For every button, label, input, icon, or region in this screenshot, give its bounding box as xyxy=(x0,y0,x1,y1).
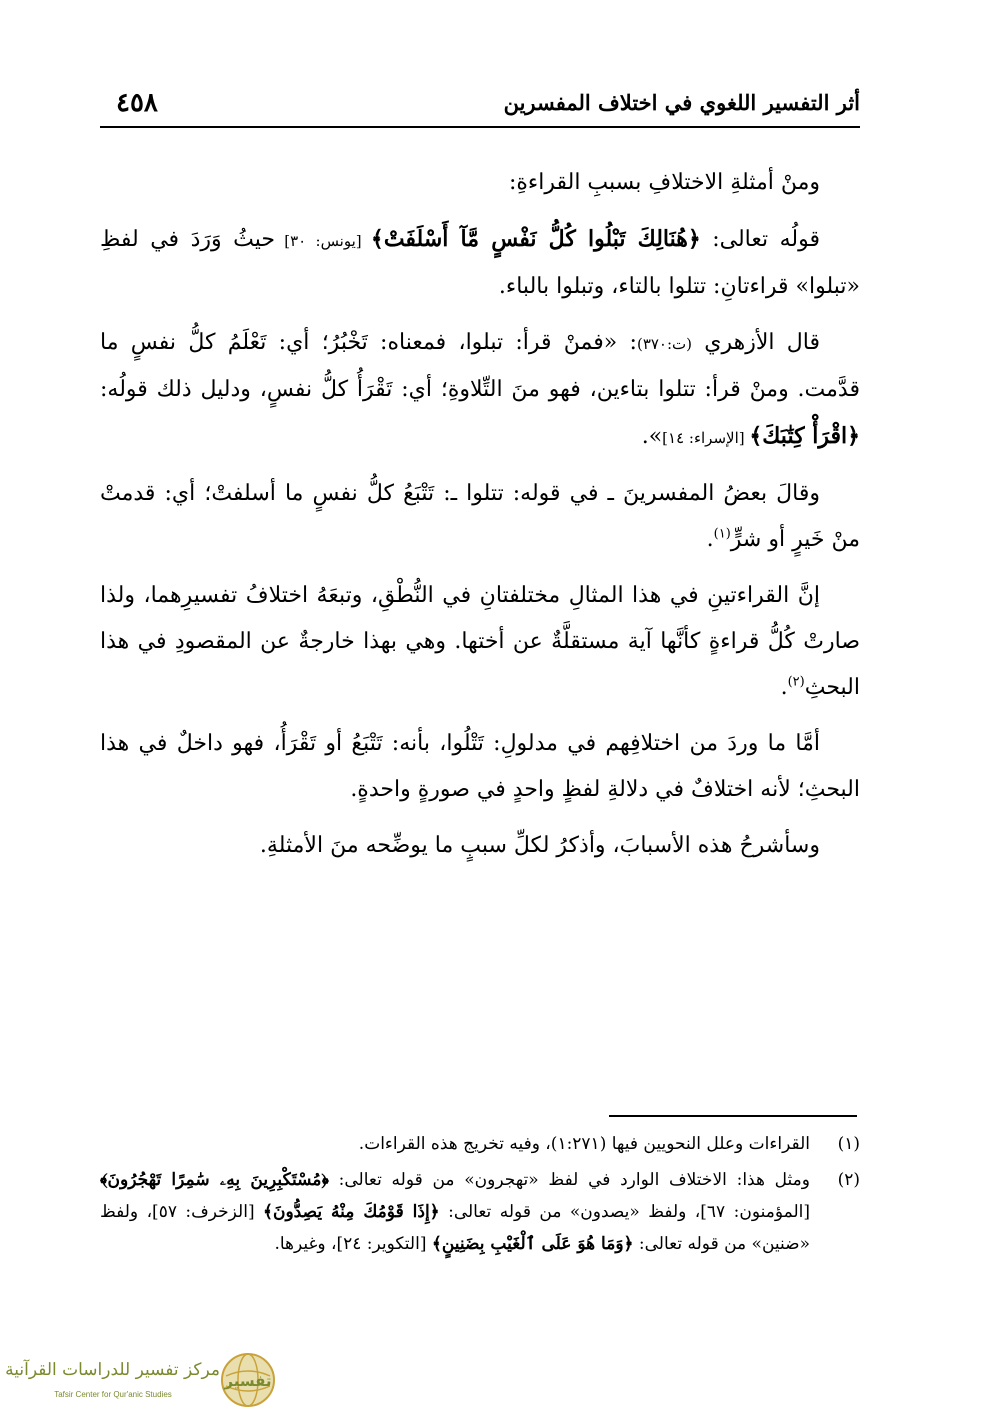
paragraph-5-text: إنَّ القراءتينِ في هذا المثالِ مختلفتانِ في النُّطْقِ، وتبعَهُ اختلافُ تفسيرِهما، ولذا صارتْ كُلُّ قراءةٍ كأنَّها آية مستقلَّةٌ عن أختها. وهي بهذا خارجةٌ عن المقصودِ في هذا البحثِ xyxy=(100,583,860,700)
quran-verse: ﴿إِذَا قَوْمُكَ مِنْهُ يَصِدُّونَ﴾ xyxy=(263,1202,440,1222)
footnote-text: ومثل هذا: الاختلاف الوارد في لفظ «تهجرون» من قوله تعالى: xyxy=(328,1170,810,1190)
paragraph-4 xyxy=(100,471,860,563)
paragraph-2 xyxy=(100,216,860,310)
page-header xyxy=(100,86,860,126)
logo-arabic-text: مركز تفسير للدراسات القرآنية xyxy=(5,1360,220,1380)
paragraph-3 xyxy=(100,320,860,461)
footnote-2 xyxy=(100,1164,860,1260)
paragraph-4-text: وقالَ بعضُ المفسرينَ ـ في قوله: تتلوا ـ: تَتْبَعُ كلُّ نفسٍ ما أسلفتْ؛ أي: قدمتْ منْ خَيرٍ أو شرٍّ xyxy=(100,481,860,552)
footnote-number: (٢) xyxy=(837,1170,860,1190)
footnotes xyxy=(100,1128,860,1264)
quran-verse: ﴿مُسْتَكْبِرِينَ بِهِۦ سَٰمِرًا تَهْجُرُونَ﴾ xyxy=(100,1170,329,1190)
paragraph-2-lead: قولُه تعالى: xyxy=(700,227,821,252)
running-title: أثر التفسير اللغوي في اختلاف المفسرين xyxy=(503,90,860,115)
paragraph-6-text: أمَّا ما وردَ من اختلافِهم في مدلولِ: تَتْلُوا، بأنه: تَتْبَعُ أو تَقْرَأُ، فهو داخلٌ في هذا البحثِ؛ لأنه اختلافٌ في دلالةِ لفظٍ واحدٍ في صورةٍ واحدةٍ. xyxy=(100,731,860,802)
tafsir-center-logo xyxy=(6,1352,276,1410)
paragraph-3-quote: : «فمنْ قرأ: تبلوا، فمعناه: تَخْبُرُ؛ أي: تَعْلَمُ كلُّ نفسٍ ما قدَّمت. ومنْ قرأ: تتلوا بتاءين، فهو منَ التِّلاوةِ؛ أي: تَقْرَأُ كلُّ نفسٍ، ودليل ذلك قولُه: xyxy=(100,330,860,402)
footnote-rule xyxy=(609,1115,857,1117)
paragraph-6 xyxy=(100,721,860,813)
quran-verse: ﴿وَمَا هُوَ عَلَى ٱلْغَيْبِ بِضَنِينٍ﴾ xyxy=(431,1234,634,1254)
page-number: ٤٥٨ xyxy=(116,88,158,118)
paragraph-3-lead: قال الأزهري xyxy=(692,330,821,355)
quran-verse: ﴿اقْرَأْ كِتَٰبَكَ﴾ xyxy=(749,423,860,449)
footnote-text: [التكوير: ٢٤]، وغيرها. xyxy=(274,1234,432,1254)
paragraph-3-end: ». xyxy=(641,424,663,449)
footnote-text: [المؤمنون: ٦٧]، ولفظ «يصدون» من قوله تعالى: xyxy=(439,1202,811,1222)
footnote-1 xyxy=(100,1128,860,1160)
main-text xyxy=(100,160,860,879)
verse-reference: [الإسراء: ١٤] xyxy=(662,429,750,447)
footnote-number: (١) xyxy=(837,1134,860,1154)
header-rule xyxy=(100,126,860,128)
paragraph-2-rest: حيثُ وَرَدَ في لفظِ «تبلوا» قراءتانِ: تتلوا بالتاء، وتبلوا بالباء. xyxy=(100,227,860,299)
paragraph-1 xyxy=(100,160,860,206)
footnote-text: القراءات وعلل النحويين فيها (١:٢٧١)، وفيه تخريج هذه القراءات. xyxy=(358,1134,810,1154)
emblem-word: تفسير xyxy=(224,1372,272,1390)
paragraph-5-end: . xyxy=(780,675,788,700)
footnote-marker-1[interactable]: (١) xyxy=(713,526,731,542)
paragraph-7-text: وسأشرحُ هذه الأسبابَ، وأذكرُ لكلِّ سببٍ ما يوضِّحه منَ الأمثلةِ. xyxy=(259,833,820,858)
paragraph-5 xyxy=(100,573,860,711)
verse-reference: [يونس: ٣٠] xyxy=(274,232,371,250)
paragraph-7 xyxy=(100,823,860,869)
footnote-marker-2[interactable]: (٢) xyxy=(787,674,805,690)
logo-english-text: Tafsir Center for Qur'anic Studies xyxy=(54,1390,172,1399)
paragraph-1-text: ومنْ أمثلةِ الاختلافِ بسببِ القراءةِ: xyxy=(508,170,820,195)
paragraph-4-end: . xyxy=(706,527,714,552)
quran-verse: ﴿هُنَالِكَ تَبْلُوا كُلُّ نَفْسٍ مَّآ أَسْلَفَتْ﴾ xyxy=(370,226,701,252)
globe-icon xyxy=(220,1352,276,1408)
death-date: (ت:٣٧٠) xyxy=(636,335,693,353)
footnote-text: [الزخرف: ٥٧]، ولفظ «ضنين» من قوله تعالى: xyxy=(100,1202,810,1254)
